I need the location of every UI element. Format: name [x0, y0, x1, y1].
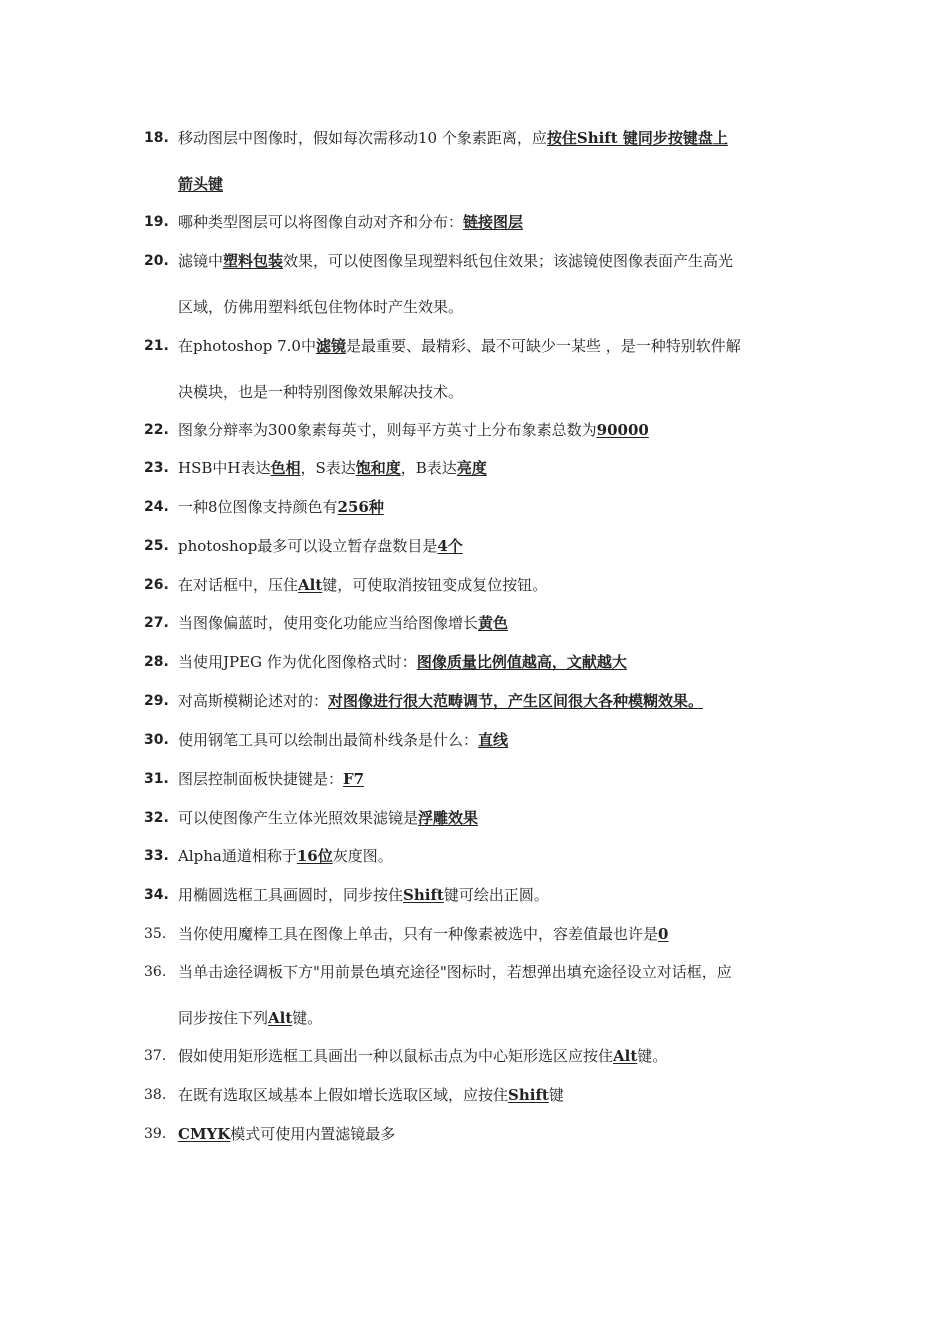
answer-text: 256种 — [337, 498, 384, 516]
question-text: 移动图层中图像时，假如每次需移动10 个象素距离，应 — [178, 129, 547, 147]
question-text: 可以使图像产生立体光照效果滤镜是 — [178, 809, 419, 827]
question-text: 当图像偏蓝时，使用变化功能应当给图像增长 — [178, 614, 479, 632]
question-number: 21. — [144, 338, 169, 354]
question-text-line — [178, 497, 384, 517]
question-text-line — [178, 251, 733, 271]
answer-text: Shift — [403, 886, 444, 904]
question-text: 键 — [548, 1086, 564, 1104]
question-text: 区域，仿佛用塑料纸包住物体时产生效果。 — [178, 298, 464, 316]
question-text-line — [178, 769, 364, 789]
question-number: 29. — [144, 693, 169, 709]
answer-text: F7 — [343, 770, 365, 788]
answer-text: 塑料包装 — [223, 252, 284, 270]
question-text: 同步按住下列 — [178, 1009, 269, 1027]
question-text: 当使用JPEG 作为优化图像格式时： — [178, 653, 417, 671]
question-text: Alpha通道相称于 — [178, 847, 297, 865]
question-text-line — [178, 885, 549, 905]
answer-text: Alt — [613, 1047, 638, 1065]
question-number: 20. — [144, 253, 169, 269]
question-number: 23. — [144, 460, 169, 476]
question-text-line — [178, 575, 547, 595]
question-text-line — [178, 382, 463, 402]
question-text: 当你使用魔棒工具在图像上单击，只有一种像素被选中，容差值最也许是 — [178, 925, 659, 943]
question-number: 37. — [144, 1048, 167, 1064]
question-text-line — [178, 1008, 322, 1028]
question-number: 26. — [144, 577, 169, 593]
question-text: 键。 — [292, 1009, 323, 1027]
question-text: 哪种类型图层可以将图像自动对齐和分布： — [178, 213, 464, 231]
question-number: 34. — [144, 887, 169, 903]
question-text: 键可绘出正圆。 — [443, 886, 549, 904]
answer-text: 滤镜 — [315, 337, 346, 355]
question-text: 键。 — [637, 1047, 668, 1065]
question-text: photoshop最多可以设立暂存盘数目是 — [178, 537, 438, 555]
answer-text: 链接图层 — [463, 213, 524, 231]
question-text: 决模块，也是一种特别图像效果解决技术。 — [178, 383, 464, 401]
answer-text: Alt — [268, 1009, 293, 1027]
answer-text: 直线 — [478, 731, 509, 749]
question-text: 模式可使用内置滤镜最多 — [230, 1125, 396, 1143]
question-text-line — [178, 174, 223, 194]
question-text-line — [178, 297, 463, 317]
answer-text: 图像质量比例值越高，文献越大 — [416, 653, 627, 671]
question-text-line — [178, 691, 703, 711]
question-text-line — [178, 808, 478, 828]
question-text-line — [178, 652, 627, 672]
answer-text: 0 — [658, 925, 669, 943]
question-text: 键，可使取消按钮变成复位按钮。 — [322, 576, 548, 594]
question-text: 使用钢笔工具可以绘制出最简朴线条是什么： — [178, 731, 479, 749]
question-number: 24. — [144, 499, 169, 515]
answer-text: 饱和度 — [355, 459, 401, 477]
question-text: 假如使用矩形选框工具画出一种以鼠标击点为中心矩形选区应按住 — [178, 1047, 614, 1065]
question-text: 对高斯模糊论述对的： — [178, 692, 329, 710]
question-text-line — [178, 212, 523, 232]
question-text: 灰度图。 — [332, 847, 393, 865]
question-number: 39. — [144, 1126, 167, 1142]
question-number: 27. — [144, 615, 169, 631]
answer-text: 箭头键 — [178, 175, 224, 193]
question-text-line — [178, 1046, 667, 1066]
question-number: 36. — [144, 964, 167, 980]
question-text: 在photoshop 7.0中 — [178, 337, 316, 355]
question-text-line — [178, 458, 487, 478]
question-text: ，S表达 — [300, 459, 356, 477]
answer-text: CMYK — [178, 1125, 231, 1143]
question-number: 30. — [144, 732, 169, 748]
question-number: 28. — [144, 654, 169, 670]
question-text: ，B表达 — [400, 459, 457, 477]
answer-text: 90000 — [596, 421, 649, 439]
question-text: 是最重要、最精彩、最不可缺少一某些 ，是一种特别软件解 — [345, 337, 741, 355]
question-text: 一种8位图像支持颜色有 — [178, 498, 338, 516]
question-number: 32. — [144, 810, 169, 826]
question-text: 当单击途径调板下方"用前景色填充途径"图标时，若想弹出填充途径设立对话框，应 — [178, 963, 732, 981]
question-number: 19. — [144, 214, 169, 230]
question-text-line — [178, 1124, 395, 1144]
question-text-line — [178, 536, 463, 556]
answer-text: Shift — [508, 1086, 549, 1104]
question-text: 图象分辩率为300象素每英寸，则每平方英寸上分布象素总数为 — [178, 421, 597, 439]
answer-text: 16位 — [296, 847, 333, 865]
answer-text: 色相 — [270, 459, 301, 477]
question-number: 33. — [144, 848, 169, 864]
question-number: 35. — [144, 926, 167, 942]
question-text-line — [178, 420, 649, 440]
question-text: 滤镜中 — [178, 252, 224, 270]
question-text-line — [178, 613, 508, 633]
question-text-line — [178, 336, 741, 356]
answer-text: 按住Shift 键同步按键盘上 — [546, 129, 728, 147]
question-text: 在对话框中，压住 — [178, 576, 299, 594]
answer-text: 亮度 — [456, 459, 487, 477]
question-text-line — [178, 1085, 564, 1105]
question-text: 图层控制面板快捷键是： — [178, 770, 344, 788]
answer-text: Alt — [298, 576, 323, 594]
question-text: 在既有选取区域基本上假如增长选取区域，应按住 — [178, 1086, 509, 1104]
question-text: HSB中H表达 — [178, 459, 271, 477]
question-text-line — [178, 962, 732, 982]
question-text: 效果，可以使图像呈现塑料纸包住效果；该滤镜使图像表面产生高光 — [283, 252, 734, 270]
answer-text: 浮雕效果 — [418, 809, 479, 827]
answer-text: 对图像进行很大范畴调节，产生区间很大各种模糊效果。 — [328, 692, 704, 710]
question-number: 31. — [144, 771, 169, 787]
question-number: 38. — [144, 1087, 167, 1103]
question-number: 25. — [144, 538, 169, 554]
question-text: 用椭圆选框工具画圆时，同步按住 — [178, 886, 404, 904]
answer-text: 黄色 — [478, 614, 509, 632]
question-text-line — [178, 128, 728, 148]
question-text-line — [178, 846, 393, 866]
question-text-line — [178, 730, 508, 750]
answer-text: 4个 — [437, 537, 463, 555]
question-number: 22. — [144, 422, 169, 438]
question-text-line — [178, 924, 668, 944]
question-number: 18. — [144, 130, 169, 146]
